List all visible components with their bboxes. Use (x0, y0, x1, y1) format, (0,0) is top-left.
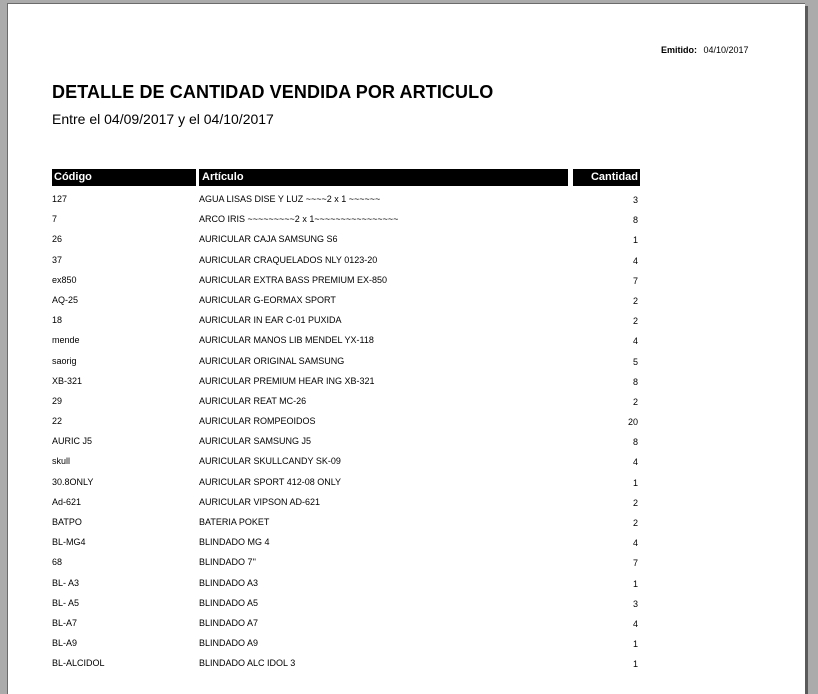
row-cantidad: 1 (632, 235, 638, 246)
table-row (52, 391, 640, 411)
table-row (52, 633, 640, 653)
row-codigo: 18 (52, 315, 63, 326)
row-articulo: AURICULAR MANOS LIB MENDEL YX-118 (199, 335, 374, 346)
row-articulo: AURICULAR EXTRA BASS PREMIUM EX-850 (199, 274, 388, 285)
row-cantidad: 2 (632, 295, 638, 306)
row-articulo: AURICULAR G-EORMAX SPORT (199, 294, 336, 305)
table-row (52, 512, 640, 532)
table-row (52, 371, 640, 391)
table-row (52, 613, 640, 633)
row-codigo: XB-321 (52, 375, 83, 386)
table-row (52, 290, 640, 310)
row-articulo: BLINDADO 7'' (199, 557, 256, 568)
report-title: DETALLE DE CANTIDAD VENDIDA POR ARTICULO (52, 82, 494, 102)
table-row (52, 552, 640, 572)
report-table-body (52, 189, 640, 674)
row-articulo: AURICULAR VIPSON AD-621 (199, 496, 321, 507)
table-row (52, 411, 640, 431)
row-codigo: 22 (52, 416, 63, 427)
row-articulo: AURICULAR CRAQUELADOS NLY 0123-20 (199, 254, 378, 265)
row-codigo: BL-MG4 (52, 537, 86, 548)
table-row (52, 310, 640, 330)
row-cantidad: 2 (632, 518, 638, 528)
row-codigo: BL- A5 (52, 597, 80, 608)
table-row (52, 330, 640, 350)
row-cantidad: 20 (627, 417, 638, 428)
report-date-range: Entre el 04/09/2017 y el 04/10/2017 (52, 111, 274, 127)
row-codigo: AURIC J5 (52, 436, 93, 447)
table-row (52, 653, 640, 673)
row-codigo: AQ-25 (52, 294, 79, 305)
row-cantidad: 4 (632, 255, 638, 266)
row-codigo: BL- A3 (52, 577, 80, 588)
row-articulo: BLINDADO ALC IDOL 3 (199, 658, 296, 669)
row-articulo: AURICULAR REAT MC-26 (199, 395, 307, 406)
row-codigo: 30.8ONLY (52, 476, 94, 487)
row-codigo: 29 (52, 395, 63, 406)
row-articulo: ARCO IRIS ~~~~~~~~~2 x 1~~~~~~~~~~~~~~~~ (199, 214, 399, 225)
row-codigo: ex850 (52, 274, 77, 285)
row-codigo: 26 (52, 234, 63, 245)
table-row (52, 351, 640, 371)
table-row (52, 229, 640, 249)
row-cantidad: 2 (632, 316, 638, 327)
row-cantidad: 4 (632, 457, 638, 468)
table-row (52, 472, 640, 492)
row-codigo: 127 (52, 194, 68, 204)
row-cantidad: 2 (632, 396, 638, 407)
row-cantidad: 8 (632, 376, 638, 387)
table-row (52, 573, 640, 593)
row-cantidad: 1 (632, 659, 638, 670)
row-articulo: AURICULAR PREMIUM HEAR ING XB-321 (199, 375, 375, 386)
row-cantidad: 3 (632, 195, 638, 205)
table-row (52, 209, 640, 229)
issued-date-value: 04/10/2017 (703, 45, 749, 55)
row-cantidad: 7 (632, 558, 638, 569)
table-row (52, 250, 640, 270)
row-cantidad: 4 (632, 538, 638, 549)
row-codigo: 68 (52, 557, 63, 568)
row-articulo: AURICULAR SPORT 412-08 ONLY (199, 476, 342, 487)
row-articulo: BLINDADO A5 (199, 597, 259, 608)
row-articulo: BLINDADO A7 (199, 617, 259, 628)
row-cantidad: 1 (632, 578, 638, 589)
row-cantidad: 1 (632, 639, 638, 650)
row-codigo: Ad-621 (52, 496, 82, 507)
row-articulo: AURICULAR SKULLCANDY SK-09 (199, 456, 341, 467)
row-codigo: mende (52, 335, 80, 346)
row-articulo: AURICULAR IN EAR C-01 PUXIDA (199, 315, 342, 326)
table-row (52, 532, 640, 552)
row-cantidad: 5 (632, 356, 638, 367)
table-row (52, 593, 640, 613)
row-articulo: AGUA LISAS DISE Y LUZ ~~~~2 x 1 ~~~~~~ (199, 194, 381, 204)
row-cantidad: 8 (632, 437, 638, 448)
table-row (52, 492, 640, 512)
table-row (52, 431, 640, 451)
table-row (52, 451, 640, 471)
table-row (52, 189, 640, 209)
row-articulo: AURICULAR ORIGINAL SAMSUNG (199, 355, 345, 366)
column-header-articulo: Artículo (199, 169, 568, 186)
row-codigo: skull (52, 456, 71, 467)
issued-date-label: Emitido: (661, 45, 697, 55)
table-row (52, 270, 640, 290)
issued-date (661, 45, 749, 55)
row-articulo: AURICULAR CAJA SAMSUNG S6 (199, 234, 338, 245)
row-articulo: BLINDADO MG 4 (199, 537, 270, 548)
row-codigo: 7 (52, 214, 58, 225)
row-articulo: AURICULAR ROMPEOIDOS (199, 416, 316, 427)
row-articulo: BLINDADO A9 (199, 638, 259, 649)
row-codigo: BL-ALCIDOL (52, 658, 105, 669)
row-codigo: saorig (52, 355, 77, 366)
row-codigo: BATPO (52, 517, 82, 527)
row-cantidad: 7 (632, 275, 638, 286)
row-codigo: 37 (52, 254, 63, 265)
row-codigo: BL-A7 (52, 617, 78, 628)
row-codigo: BL-A9 (52, 638, 78, 649)
row-cantidad: 2 (632, 497, 638, 508)
row-articulo: BATERIA POKET (199, 517, 270, 527)
row-cantidad: 3 (632, 598, 638, 609)
row-cantidad: 8 (632, 215, 638, 226)
column-header-cantidad: Cantidad (573, 169, 640, 186)
column-header-codigo: Código (52, 169, 196, 186)
row-cantidad: 4 (632, 336, 638, 347)
row-cantidad: 4 (632, 618, 638, 629)
row-articulo: BLINDADO A3 (199, 577, 259, 588)
row-cantidad: 1 (632, 477, 638, 488)
row-articulo: AURICULAR SAMSUNG J5 (199, 436, 312, 447)
